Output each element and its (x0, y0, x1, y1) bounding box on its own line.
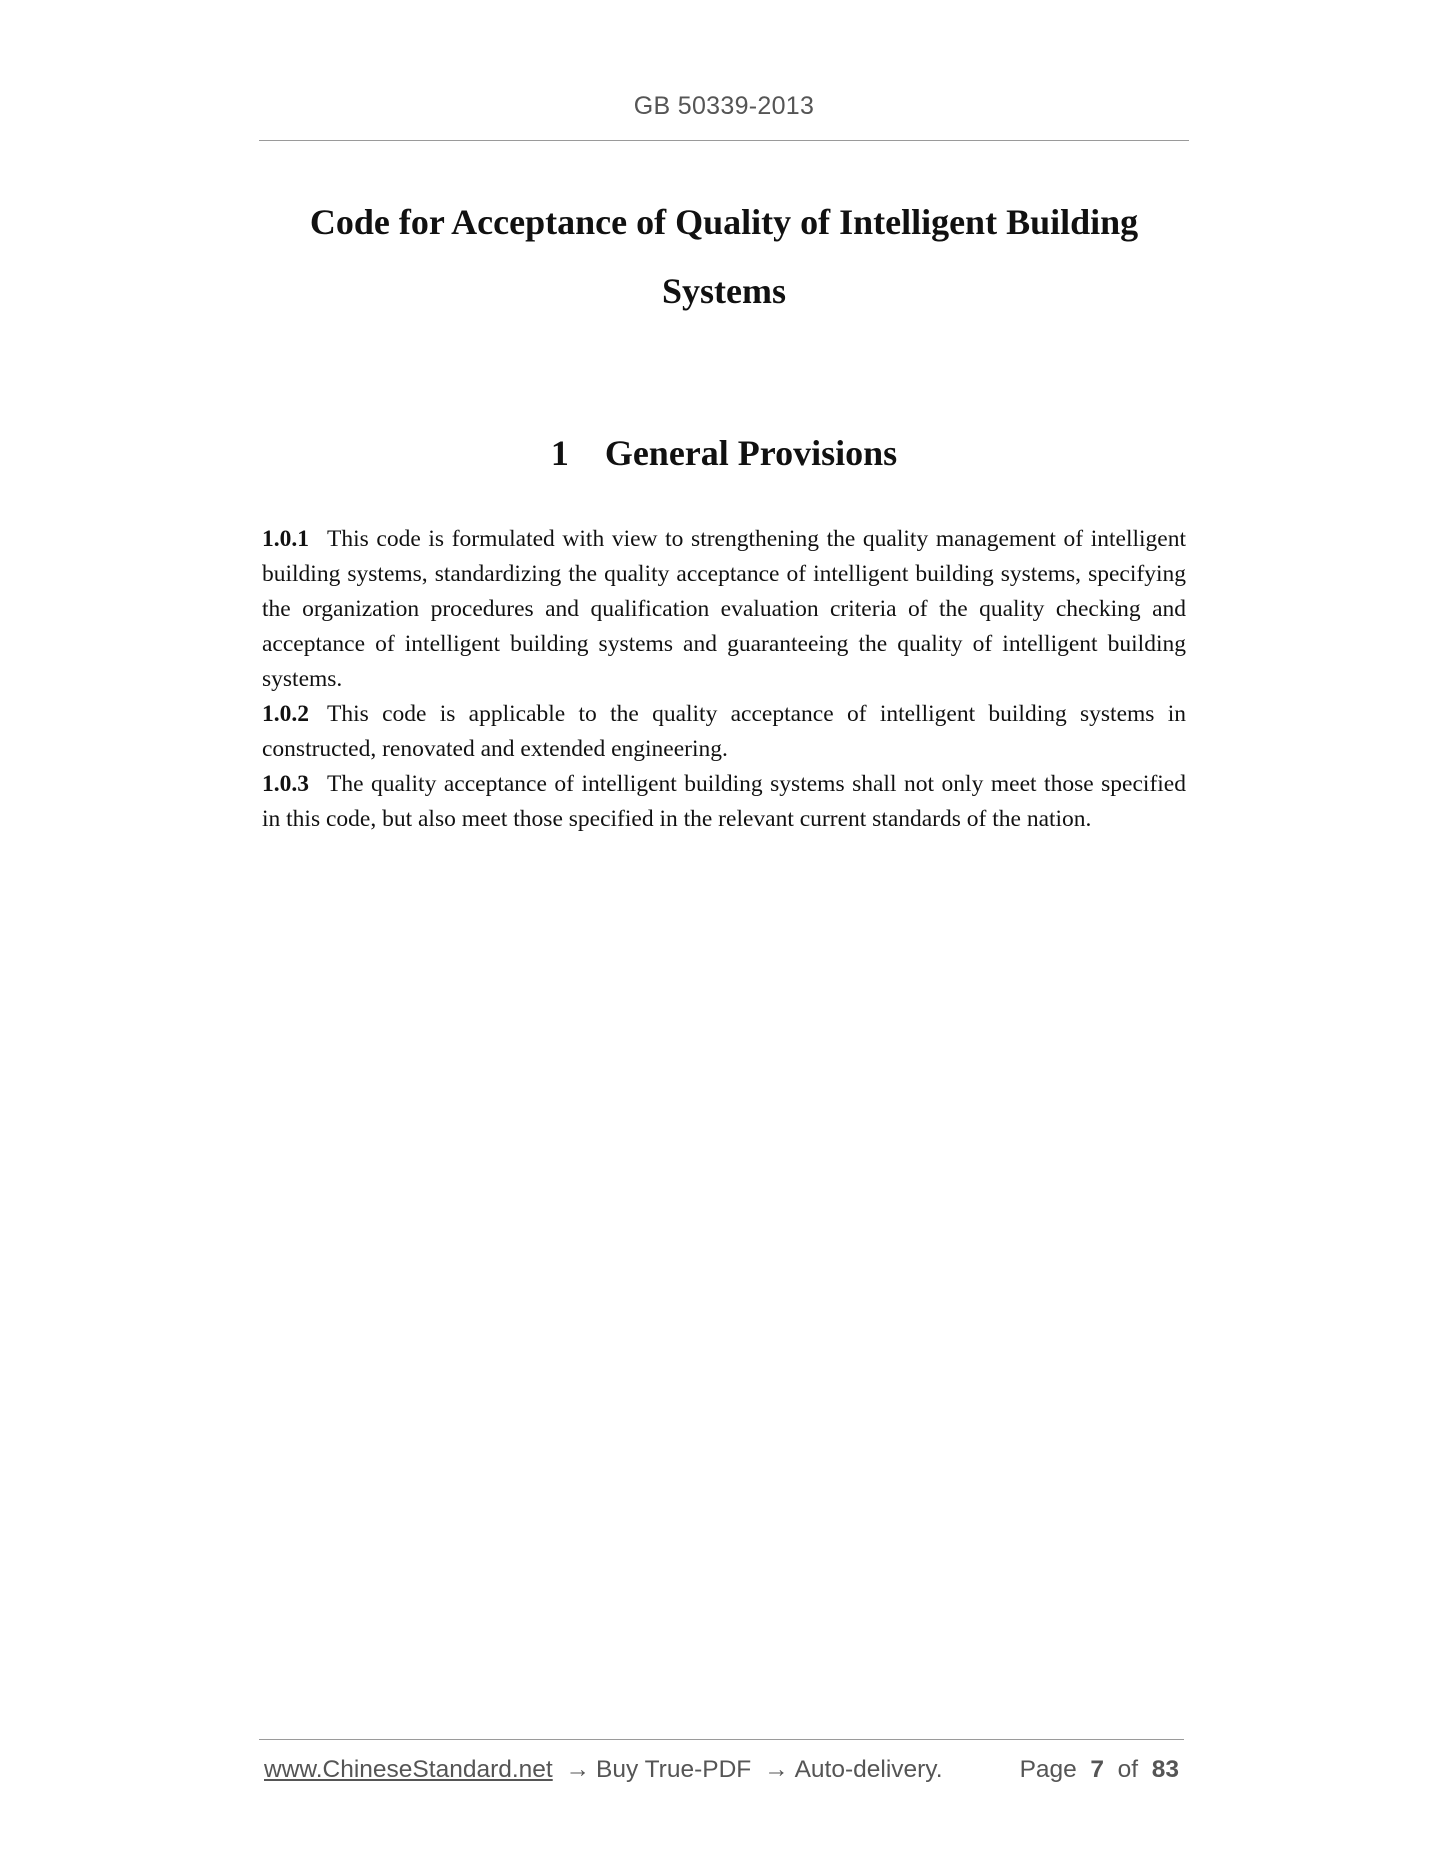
header-standard-code: GB 50339-2013 (633, 92, 815, 120)
document-title-line-1: Code for Acceptance of Quality of Intelligent Building (309, 202, 1139, 242)
buy-true-pdf-text: Buy True-PDF (596, 1756, 752, 1783)
clause-text: This code is applicable to the quality acceptance of intelligent building systems in constructed, renovated and extended engineering. (262, 701, 1186, 762)
clause-number: 1.0.3 (262, 771, 309, 797)
auto-delivery-text: Auto-delivery. (794, 1756, 943, 1783)
document-title (259, 188, 1189, 326)
arrow-right-icon: → (565, 1756, 591, 1783)
clause-1-0-1 (262, 522, 1186, 697)
chapter-title: General Provisions (604, 433, 898, 473)
of-label: of (1117, 1756, 1139, 1783)
website-link[interactable]: www.ChineseStandard.net (264, 1756, 553, 1783)
page-current: 7 (1090, 1756, 1105, 1783)
page-label: Page (1019, 1756, 1077, 1783)
page-counter (1020, 1756, 1179, 1784)
clause-1-0-3 (262, 767, 1186, 837)
chapter-heading (259, 428, 1189, 478)
footer-divider (259, 1739, 1184, 1740)
clause-1-0-2 (262, 697, 1186, 767)
page-total: 83 (1151, 1756, 1179, 1783)
clause-number: 1.0.1 (262, 526, 309, 552)
header-divider (259, 140, 1189, 141)
clause-text: The quality acceptance of intelligent building systems shall not only meet those specified in this code, but also meet those specified in the relevant current standards of the nation. (262, 771, 1186, 832)
clause-number: 1.0.2 (262, 701, 309, 727)
clause-list (262, 522, 1186, 837)
document-title-line-2: Systems (662, 271, 786, 311)
footer-promo (264, 1756, 943, 1784)
clause-text: This code is formulated with view to strengthening the quality management of intelligent building systems, standardizing the quality acceptance of intelligent building systems, specifying the organization procedures and qualification evaluation criteria of the quality checking and acceptance of intelligent building systems and guaranteeing the quality of intelligent building systems. (262, 526, 1186, 692)
chapter-number: 1 (550, 433, 569, 473)
arrow-right-icon: → (764, 1756, 789, 1783)
